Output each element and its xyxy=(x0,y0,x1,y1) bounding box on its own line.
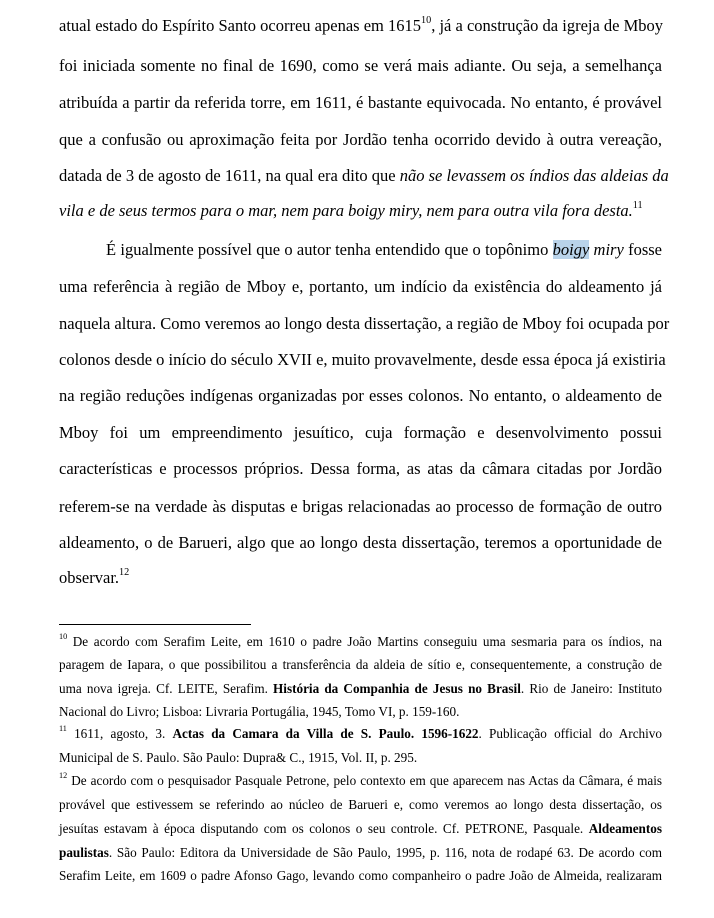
text-run: características e processos próprios. Dessa forma, as atas da câmara citadas por Jordão xyxy=(59,459,662,478)
body-line xyxy=(59,201,662,221)
italic-quote: não se levassem os índios das aldeias da xyxy=(399,166,669,185)
body-line xyxy=(59,497,662,517)
italic-quote: vila e de seus termos para o mar, nem para boigy miry, nem para outra vila fora desta. xyxy=(59,201,633,220)
text-run: 1611, agosto, 3. xyxy=(66,726,173,741)
footnote-line xyxy=(59,634,662,650)
text-run: aldeamento, o de Barueri, algo que ao longo desta dissertação, teremos a oportunidade de xyxy=(59,533,662,552)
footnote-separator xyxy=(59,624,251,625)
body-line xyxy=(59,93,662,113)
body-line xyxy=(59,423,662,443)
body-line xyxy=(59,314,670,334)
text-run: Serafim Leite, em 1609 o padre Afonso Gago, levando como companheiro o padre João de Almeida, realizaram xyxy=(59,868,662,883)
text-run: observar. xyxy=(59,568,120,587)
body-line xyxy=(59,16,662,36)
footnote-line xyxy=(59,845,662,861)
body-line xyxy=(106,240,662,260)
footnote-line xyxy=(59,797,662,813)
text-run: foi iniciada somente no final de 1690, como se verá mais adiante. Ou seja, a semelhança xyxy=(59,56,662,75)
text-run: . São Paulo: Editora da Universidade de São Paulo, 1995, p. 116, nota de rodapé 63. De acordo com xyxy=(108,845,662,860)
text-run: uma nova igreja. Cf. LEITE, Serafim. xyxy=(59,681,274,696)
footnote-line xyxy=(59,868,662,884)
body-line xyxy=(59,56,662,76)
text-run: colonos desde o início do século XVII e, muito provavelmente, desde essa época já existiria xyxy=(59,350,666,369)
text-run: fosse xyxy=(623,240,662,259)
body-line xyxy=(59,568,662,588)
footnote-ref-10[interactable]: 10 xyxy=(421,14,432,26)
text-run: De acordo com o pesquisador Pasquale Petrone, pelo contexto em que aparecem nas Actas da Câmara, é mais xyxy=(67,773,662,788)
body-line xyxy=(59,166,669,186)
text-run: provável que estivessem se referindo ao núcleo de Barueri e, como veremos ao longo desta dissertação, os xyxy=(59,797,662,812)
text-run: na região reduções indígenas organizadas por esses colonos. No entanto, o aldeamento de xyxy=(59,386,662,405)
footnote-line xyxy=(59,750,662,766)
text-run: Municipal de S. Paulo. São Paulo: Dupra& C., 1915, Vol. II, p. 295. xyxy=(59,750,418,765)
text-run: naquela altura. Como veremos ao longo desta dissertação, a região de Mboy foi ocupada por xyxy=(59,314,670,333)
text-run: Nacional do Livro; Lisboa: Livraria Portugália, 1945, Tomo VI, p. 159-160. xyxy=(59,704,460,719)
book-title: Actas da Camara da Villa de S. Paulo. 1596-1622 xyxy=(172,726,479,741)
highlighted-word[interactable]: boigy xyxy=(552,240,590,259)
book-title: História da Companhia de Jesus no Brasil xyxy=(273,681,521,696)
text-run: , já a construção da igreja de Mboy xyxy=(431,16,664,35)
text-run: . Rio de Janeiro: Instituto xyxy=(520,681,662,696)
footnote-line xyxy=(59,657,662,673)
text-run: . Publicação official do Archivo xyxy=(478,726,662,741)
footnote-number: 12 xyxy=(59,771,68,781)
footnote-ref-12[interactable]: 12 xyxy=(119,566,130,578)
footnote-line xyxy=(59,704,662,720)
text-run: Mboy foi um empreendimento jesuítico, cuja formação e desenvolvimento possui xyxy=(59,423,662,442)
body-line xyxy=(59,130,662,150)
text-run: De acordo com Serafim Leite, em 1610 o padre João Martins conseguiu uma sesmaria para os índios, na xyxy=(67,634,662,649)
text-run: que a confusão ou aproximação feita por Jordão tenha ocorrido devido à outra vereação, xyxy=(59,130,662,149)
book-title: paulistas xyxy=(59,845,109,860)
body-line xyxy=(59,277,662,297)
body-line xyxy=(59,459,662,479)
text-run: paragem de Iapara, o que possibilitou a transferência da aldeia de sítio e, consequentemente, a construção de xyxy=(59,657,662,672)
text-run: jesuítas estavam à época disputando com os colonos o seu controle. Cf. PETRONE, Pasquale. xyxy=(59,821,589,836)
footnote-line xyxy=(59,726,662,742)
text-run: referem-se na verdade às disputas e brigas relacionadas ao processo de formação de outro xyxy=(59,497,662,516)
text-run: uma referência à região de Mboy e, portanto, um indício da existência do aldeamento já xyxy=(59,277,662,296)
body-line xyxy=(59,350,666,370)
footnote-number: 10 xyxy=(59,632,68,642)
footnote-line xyxy=(59,681,662,697)
text-run: atribuída a partir da referida torre, em 1611, é bastante equivocada. No entanto, é provável xyxy=(59,93,662,112)
body-line xyxy=(59,533,662,553)
book-title: Aldeamentos xyxy=(588,821,662,836)
footnote-number: 11 xyxy=(59,724,67,734)
footnote-ref-11[interactable]: 11 xyxy=(632,199,643,211)
text-run: datada de 3 de agosto de 1611, na qual era dito que xyxy=(59,166,400,185)
footnote-line xyxy=(59,821,662,837)
body-line xyxy=(59,386,662,406)
footnote-line xyxy=(59,773,662,789)
text-run: É igualmente possível que o autor tenha entendido que o topônimo xyxy=(106,240,553,259)
text-run: atual estado do Espírito Santo ocorreu apenas em 1615 xyxy=(59,16,421,35)
italic-word: miry xyxy=(589,240,624,259)
